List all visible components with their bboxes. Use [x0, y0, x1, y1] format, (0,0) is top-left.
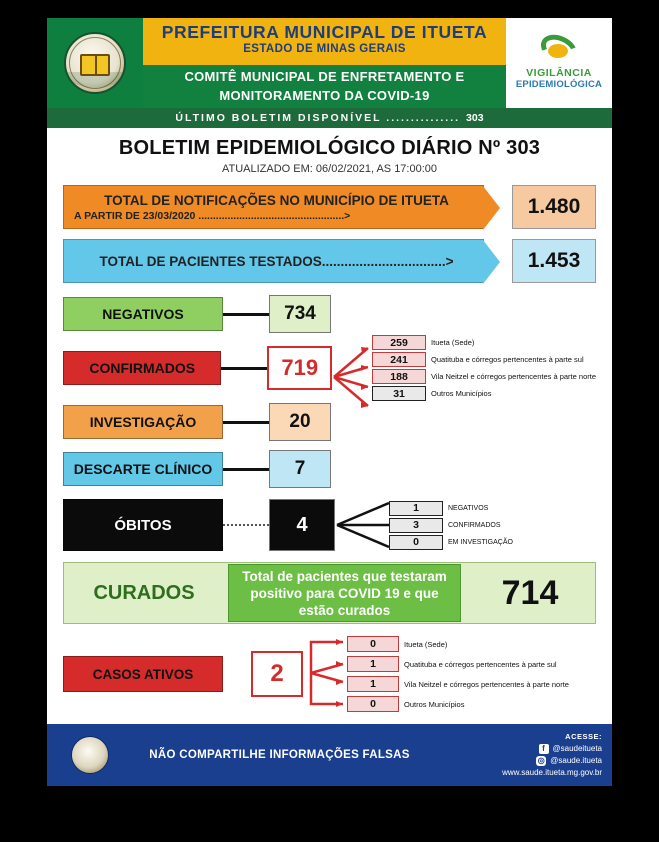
confirmados-breakdown-value: 188: [372, 369, 426, 384]
curados-description: Total de pacientes que testaram positivo para COVID 19 e que estão curados: [228, 564, 461, 622]
obitos-breakdown-value: 1: [389, 501, 443, 516]
obitos-breakdown-label: EM INVESTIGAÇÃO: [448, 538, 513, 546]
confirmados-breakdown-label: Itueta (Sede): [431, 338, 475, 347]
curados-value: 714: [501, 573, 559, 612]
negativos-connector: [223, 313, 269, 316]
notifications-row: [63, 185, 596, 229]
confirmados-breakdown-value: 241: [372, 352, 426, 367]
confirmados-label: CONFIRMADOS: [63, 351, 221, 385]
obitos-fan-icon: [335, 497, 393, 553]
confirmados-fan-icon: [332, 342, 372, 412]
list-item: [372, 386, 596, 401]
casos-ativos-breakdown-value: 0: [347, 696, 399, 712]
casos-ativos-breakdown-label: Itueta (Sede): [404, 639, 448, 649]
list-item: [389, 518, 513, 533]
page-title-block: [47, 128, 612, 175]
casos-ativos-value: 2: [251, 651, 303, 697]
casos-ativos-breakdown-value: 1: [347, 656, 399, 672]
header-line-1: PREFEITURA MUNICIPAL DE ITUETA: [161, 22, 488, 42]
footer-site-url: www.saude.itueta.mg.gov.br: [502, 768, 602, 777]
footer-instagram-handle: @saude.itueta: [550, 756, 602, 765]
investigacao-label: INVESTIGAÇÃO: [63, 405, 223, 439]
bulletin-sheet: [47, 18, 612, 786]
casos-ativos-breakdown-value: 1: [347, 676, 399, 692]
descarte-value: 7: [269, 450, 331, 488]
obitos-breakdown-value: 0: [389, 535, 443, 550]
confirmados-breakdown-label: Quatituba e córregos pertencentes à parte sul: [431, 355, 584, 364]
header-line-3: COMITÊ MUNICIPAL DE ENFRETAMENTO E: [184, 69, 465, 84]
casos-ativos-breakdown-label: Quatituba e córregos pertencentes à parte sul: [404, 659, 557, 669]
casos-ativos-label: CASOS ATIVOS: [63, 656, 223, 692]
notifications-subtitle: A PARTIR DE 23/03/2020 ..................................................>: [74, 209, 351, 222]
page-subtitle: ATUALIZADO EM: 06/02/2021, AS 17:00:00: [221, 163, 438, 175]
footer-facebook-handle: @saudeitueta: [552, 744, 602, 753]
city-crest-container: [47, 18, 143, 108]
casos-ativos-breakdown-label: Outros Municípios: [404, 699, 465, 709]
instagram-icon: ◎: [537, 756, 545, 765]
obitos-breakdown-value: 3: [389, 518, 443, 533]
header-top-band: [143, 18, 506, 65]
list-item: [347, 696, 569, 712]
list-item: [372, 369, 596, 384]
obitos-value: 4: [269, 499, 335, 551]
investigacao-connector: [223, 421, 269, 424]
header: [47, 18, 612, 108]
header-titles: [143, 18, 506, 108]
tested-value: 1.453: [512, 239, 596, 283]
row-obitos: [63, 497, 596, 553]
notifications-value: 1.480: [512, 185, 596, 229]
confirmados-breakdown-label: Vila Neitzel e córregos pertencentes à parte norte: [431, 372, 596, 381]
footer: [47, 724, 612, 786]
obitos-breakdown-label: CONFIRMADOS: [448, 521, 501, 529]
obitos-connector: [223, 524, 269, 526]
obitos-breakdown-label: NEGATIVOS: [448, 504, 489, 512]
negativos-value: 734: [269, 295, 331, 333]
row-negativos: [63, 295, 596, 333]
page-title: BOLETIM EPIDEMIOLÓGICO DIÁRIO Nº 303: [118, 137, 541, 159]
investigacao-value: 20: [269, 403, 331, 441]
tested-row: [63, 239, 596, 283]
footer-crest-icon: [47, 736, 133, 774]
footer-message: NÃO COMPARTILHE INFORMAÇÕES FALSAS: [149, 749, 410, 761]
curados-section: [63, 562, 596, 624]
confirmados-breakdown-label: Outros Municípios: [431, 389, 492, 398]
list-item: [372, 352, 596, 367]
curados-label: CURADOS: [93, 581, 195, 604]
tested-title: TOTAL DE PACIENTES TESTADOS.................................>: [99, 253, 454, 269]
casos-ativos-breakdown-value: 0: [347, 636, 399, 652]
tested-banner: [63, 239, 484, 283]
casos-ativos-breakdown-label: Vila Neitzel e córregos pertencentes à parte norte: [404, 679, 569, 689]
logo-line-1: VIGILÂNCIA: [526, 67, 592, 79]
obitos-breakdown: [389, 501, 513, 550]
header-bottom-band: [143, 65, 506, 108]
list-item: [372, 335, 596, 350]
surveillance-swirl-icon: [536, 36, 582, 66]
notifications-title: TOTAL DE NOTIFICAÇÕES NO MUNICÍPIO DE ITUETA: [104, 192, 449, 208]
confirmados-connector: [221, 367, 267, 370]
logo-line-2: EPIDEMIOLÓGICA: [515, 79, 603, 90]
list-item: [389, 535, 513, 550]
confirmados-breakdown-value: 31: [372, 386, 426, 401]
list-item: [347, 636, 569, 652]
casos-ativos-breakdown: [347, 636, 569, 712]
footer-facebook[interactable]: [426, 743, 602, 755]
row-investigacao: [63, 403, 596, 441]
row-confirmados: [63, 336, 596, 400]
footer-contacts: [426, 731, 612, 779]
last-bulletin-number: 303: [466, 112, 484, 124]
footer-site[interactable]: [426, 767, 602, 779]
descarte-connector: [223, 468, 269, 471]
header-line-4: MONITORAMENTO DA COVID-19: [219, 88, 430, 103]
notifications-banner: [63, 185, 484, 229]
obitos-label: ÓBITOS: [63, 499, 223, 551]
last-bulletin-label: ÚLTIMO BOLETIM DISPONÍVEL ...............: [175, 112, 461, 124]
metrics-section: [63, 295, 596, 553]
confirmados-breakdown-value: 259: [372, 335, 426, 350]
casos-ativos-fan-icon: [307, 634, 347, 712]
header-line-2: ESTADO DE MINAS GERAIS: [243, 43, 406, 55]
footer-access-label: ACESSE:: [565, 732, 602, 741]
surveillance-logo-container: [506, 18, 612, 108]
city-crest-icon: [64, 32, 126, 94]
confirmados-breakdown: [372, 335, 596, 401]
list-item: [347, 656, 569, 672]
list-item: [347, 676, 569, 692]
descarte-label: DESCARTE CLÍNICO: [63, 452, 223, 486]
casos-ativos-section: [63, 634, 596, 714]
row-descarte-clinico: [63, 450, 596, 488]
facebook-icon: f: [539, 744, 549, 754]
confirmados-value: 719: [267, 346, 332, 390]
last-bulletin-strip: [47, 108, 612, 128]
negativos-label: NEGATIVOS: [63, 297, 223, 331]
footer-instagram[interactable]: [426, 755, 602, 767]
list-item: [389, 501, 513, 516]
